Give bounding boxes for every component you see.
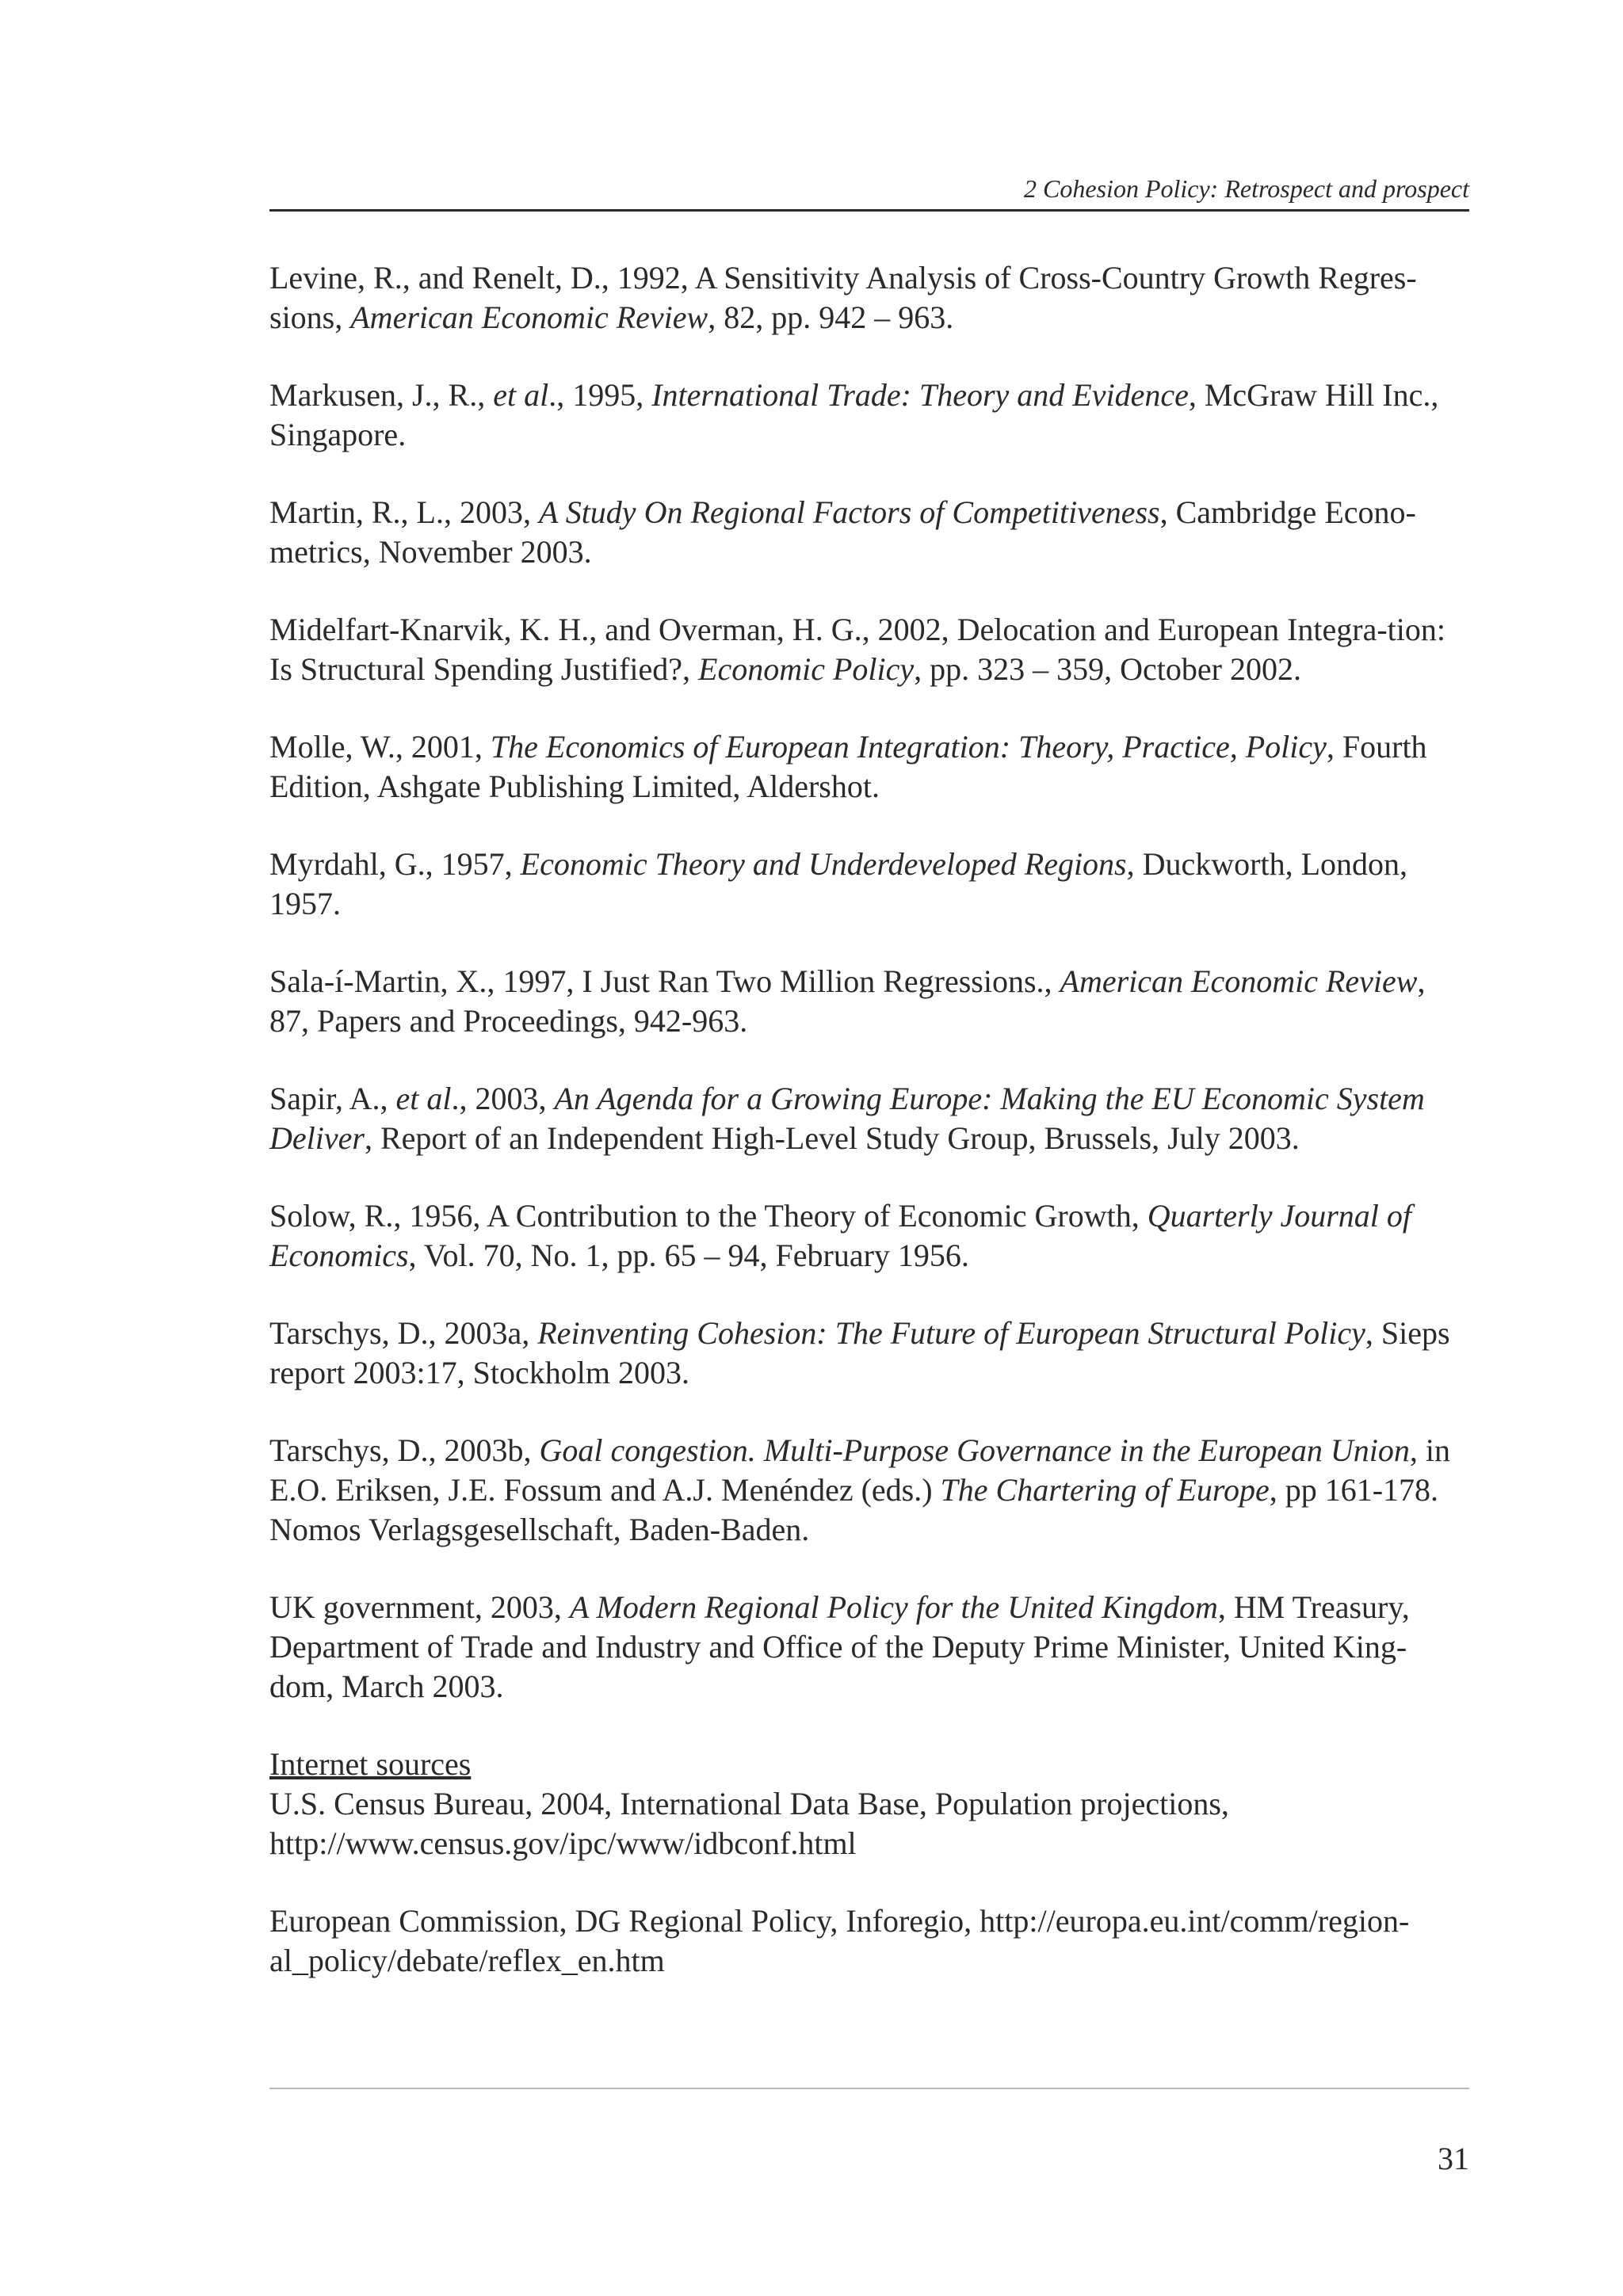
page-number: 31 bbox=[1438, 2141, 1469, 2176]
reference-entry: Tarschys, D., 2003b, Goal congestion. Multi-Purpose Governance in the European Union, in E.O. Eriksen, J.E. Fossum and A.J. Menéndez (eds.) The Chartering of Europe, pp 161-178. Nomos Verlagsgesellschaft, Baden-Baden. bbox=[269, 1432, 1450, 1547]
internet-source-text: European Commission, DG Regional Policy, Inforegio, http://europa.eu.int/comm/region-al_policy/debate/reflex_en.htm bbox=[269, 1903, 1410, 1978]
reference-entry: Midelfart-Knarvik, K. H., and Overman, H. G., 2002, Delocation and European Integra-tion: Is Structural Spending Justified?, Economic Policy, pp. 323 – 359, October 2002. bbox=[269, 612, 1446, 687]
reference-entry: UK government, 2003, A Modern Regional Policy for the United Kingdom, HM Treasury, Department of Trade and Industry and Office of the Deputy Prime Minister, United King-dom, March 2003. bbox=[269, 1589, 1410, 1704]
reference-entry: Martin, R., L., 2003, A Study On Regional Factors of Competitiveness, Cambridge Econo-metrics, November 2003. bbox=[269, 494, 1416, 570]
footer-rule bbox=[269, 2088, 1469, 2089]
reference-entry: Molle, W., 2001, The Economics of European Integration: Theory, Practice, Policy, Fourth Edition, Ashgate Publishing Limited, Aldershot. bbox=[269, 729, 1427, 804]
internet-source-entry bbox=[269, 1901, 1469, 1981]
header-rule bbox=[269, 209, 1469, 212]
reference-entry: Levine, R., and Renelt, D., 1992, A Sensitivity Analysis of Cross-Country Growth Regres-sions, American Economic Review, 82, pp. 942 – 963. bbox=[269, 260, 1417, 335]
reference-entry: Sapir, A., et al., 2003, An Agenda for a Growing Europe: Making the EU Economic System Deliver, Report of an Independent High-Level Study Group, Brussels, July 2003. bbox=[269, 1081, 1425, 1156]
internet-source-entry bbox=[269, 1745, 1469, 1863]
reference-entry: Sala-í-Martin, X., 1997, I Just Ran Two Million Regressions., American Economic Review, 87, Papers and Proceedings, 942-963. bbox=[269, 963, 1426, 1039]
reference-entry: Markusen, J., R., et al., 1995, International Trade: Theory and Evidence, McGraw Hill Inc., Singapore. bbox=[269, 377, 1439, 452]
internet-source-text: U.S. Census Bureau, 2004, International Data Base, Population projections, http://www.census.gov/ipc/www/idbconf.html bbox=[269, 1786, 1229, 1861]
internet-sources-heading: Internet sources bbox=[269, 1746, 472, 1782]
reference-entry: Myrdahl, G., 1957, Economic Theory and Underdeveloped Regions, Duckworth, London, 1957. bbox=[269, 846, 1408, 921]
reference-entry: Solow, R., 1956, A Contribution to the Theory of Economic Growth, Quarterly Journal of Economics, Vol. 70, No. 1, pp. 65 – 94, February 1956. bbox=[269, 1198, 1412, 1273]
reference-entry: Tarschys, D., 2003a, Reinventing Cohesion: The Future of European Structural Policy, Sieps report 2003:17, Stockholm 2003. bbox=[269, 1315, 1450, 1390]
reference-list bbox=[269, 258, 1469, 1981]
running-header: 2 Cohesion Policy: Retrospect and prospect bbox=[1024, 174, 1469, 203]
